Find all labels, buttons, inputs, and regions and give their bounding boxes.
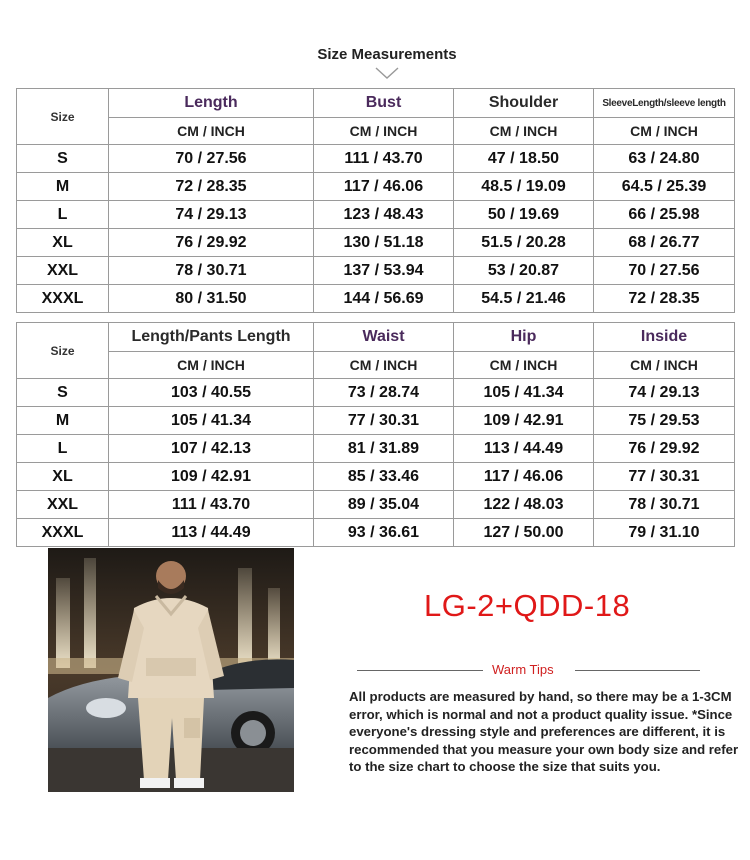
unit-label: CM / INCH bbox=[594, 352, 735, 379]
table-row bbox=[17, 379, 735, 407]
value-cell: 77 / 30.31 bbox=[594, 463, 735, 491]
size-cell: S bbox=[17, 379, 109, 407]
value-cell: 78 / 30.71 bbox=[109, 257, 314, 285]
header-bust: Bust bbox=[314, 89, 454, 118]
divider bbox=[575, 670, 700, 671]
value-cell: 85 / 33.46 bbox=[314, 463, 454, 491]
value-cell: 54.5 / 21.46 bbox=[454, 285, 594, 313]
value-cell: 81 / 31.89 bbox=[314, 435, 454, 463]
value-cell: 103 / 40.55 bbox=[109, 379, 314, 407]
value-cell: 48.5 / 19.09 bbox=[454, 173, 594, 201]
table-row bbox=[17, 463, 735, 491]
value-cell: 109 / 42.91 bbox=[454, 407, 594, 435]
value-cell: 72 / 28.35 bbox=[109, 173, 314, 201]
value-cell: 63 / 24.80 bbox=[594, 145, 735, 173]
value-cell: 107 / 42.13 bbox=[109, 435, 314, 463]
value-cell: 105 / 41.34 bbox=[109, 407, 314, 435]
size-cell: XXL bbox=[17, 257, 109, 285]
chevron-down-icon bbox=[374, 66, 400, 80]
unit-label: CM / INCH bbox=[109, 352, 314, 379]
table-row bbox=[17, 519, 735, 547]
value-cell: 78 / 30.71 bbox=[594, 491, 735, 519]
value-cell: 93 / 36.61 bbox=[314, 519, 454, 547]
page-title: Size Measurements bbox=[317, 46, 457, 63]
value-cell: 127 / 50.00 bbox=[454, 519, 594, 547]
size-cell: M bbox=[17, 173, 109, 201]
size-header: Size bbox=[17, 89, 109, 145]
table-row bbox=[17, 491, 735, 519]
size-cell: S bbox=[17, 145, 109, 173]
value-cell: 74 / 29.13 bbox=[594, 379, 735, 407]
value-cell: 51.5 / 20.28 bbox=[454, 229, 594, 257]
value-cell: 70 / 27.56 bbox=[109, 145, 314, 173]
top-measurement-table bbox=[16, 88, 735, 313]
size-cell: XXL bbox=[17, 491, 109, 519]
header-waist: Waist bbox=[314, 323, 454, 352]
value-cell: 113 / 44.49 bbox=[109, 519, 314, 547]
size-cell: L bbox=[17, 201, 109, 229]
value-cell: 117 / 46.06 bbox=[314, 173, 454, 201]
unit-label: CM / INCH bbox=[594, 118, 735, 145]
header-sleeve-length: SleeveLength/sleeve length bbox=[594, 89, 735, 118]
warm-tips-title: Warm Tips bbox=[486, 662, 560, 677]
header-inside: Inside bbox=[594, 323, 735, 352]
product-photo bbox=[48, 548, 294, 792]
value-cell: 77 / 30.31 bbox=[314, 407, 454, 435]
value-cell: 76 / 29.92 bbox=[594, 435, 735, 463]
bottom-measurement-table bbox=[16, 322, 735, 547]
value-cell: 137 / 53.94 bbox=[314, 257, 454, 285]
value-cell: 113 / 44.49 bbox=[454, 435, 594, 463]
value-cell: 53 / 20.87 bbox=[454, 257, 594, 285]
size-cell: XL bbox=[17, 463, 109, 491]
unit-label: CM / INCH bbox=[314, 118, 454, 145]
warm-tips-body: All products are measured by hand, so there may be a 1-3CM error, which is normal and not a product quality issue. *Since everyone's dressing style and preferences are different, it is recommended that you measure your own body size and refer to the size chart to choose the size that suits you. bbox=[349, 689, 739, 774]
table-row bbox=[17, 229, 735, 257]
value-cell: 72 / 28.35 bbox=[594, 285, 735, 313]
size-cell: XXXL bbox=[17, 285, 109, 313]
divider bbox=[357, 670, 483, 671]
value-cell: 66 / 25.98 bbox=[594, 201, 735, 229]
table-row bbox=[17, 285, 735, 313]
value-cell: 144 / 56.69 bbox=[314, 285, 454, 313]
value-cell: 123 / 48.43 bbox=[314, 201, 454, 229]
value-cell: 111 / 43.70 bbox=[314, 145, 454, 173]
value-cell: 111 / 43.70 bbox=[109, 491, 314, 519]
size-cell: M bbox=[17, 407, 109, 435]
value-cell: 80 / 31.50 bbox=[109, 285, 314, 313]
unit-label: CM / INCH bbox=[109, 118, 314, 145]
value-cell: 105 / 41.34 bbox=[454, 379, 594, 407]
size-cell: L bbox=[17, 435, 109, 463]
value-cell: 76 / 29.92 bbox=[109, 229, 314, 257]
table-row bbox=[17, 407, 735, 435]
value-cell: 68 / 26.77 bbox=[594, 229, 735, 257]
value-cell: 50 / 19.69 bbox=[454, 201, 594, 229]
value-cell: 117 / 46.06 bbox=[454, 463, 594, 491]
size-cell: XXXL bbox=[17, 519, 109, 547]
header-pants-length: Length/Pants Length bbox=[109, 323, 314, 352]
table-row bbox=[17, 201, 735, 229]
value-cell: 75 / 29.53 bbox=[594, 407, 735, 435]
value-cell: 109 / 42.91 bbox=[109, 463, 314, 491]
value-cell: 130 / 51.18 bbox=[314, 229, 454, 257]
header-shoulder: Shoulder bbox=[454, 89, 594, 118]
size-cell: XL bbox=[17, 229, 109, 257]
header-hip: Hip bbox=[454, 323, 594, 352]
table-row bbox=[17, 435, 735, 463]
product-code: LG-2+QDD-18 bbox=[424, 588, 631, 623]
unit-label: CM / INCH bbox=[314, 352, 454, 379]
value-cell: 70 / 27.56 bbox=[594, 257, 735, 285]
value-cell: 64.5 / 25.39 bbox=[594, 173, 735, 201]
table-row bbox=[17, 145, 735, 173]
header-length: Length bbox=[109, 89, 314, 118]
value-cell: 79 / 31.10 bbox=[594, 519, 735, 547]
value-cell: 89 / 35.04 bbox=[314, 491, 454, 519]
size-header: Size bbox=[17, 323, 109, 379]
table-row bbox=[17, 173, 735, 201]
value-cell: 122 / 48.03 bbox=[454, 491, 594, 519]
value-cell: 47 / 18.50 bbox=[454, 145, 594, 173]
table-row bbox=[17, 257, 735, 285]
unit-label: CM / INCH bbox=[454, 118, 594, 145]
value-cell: 74 / 29.13 bbox=[109, 201, 314, 229]
unit-label: CM / INCH bbox=[454, 352, 594, 379]
value-cell: 73 / 28.74 bbox=[314, 379, 454, 407]
